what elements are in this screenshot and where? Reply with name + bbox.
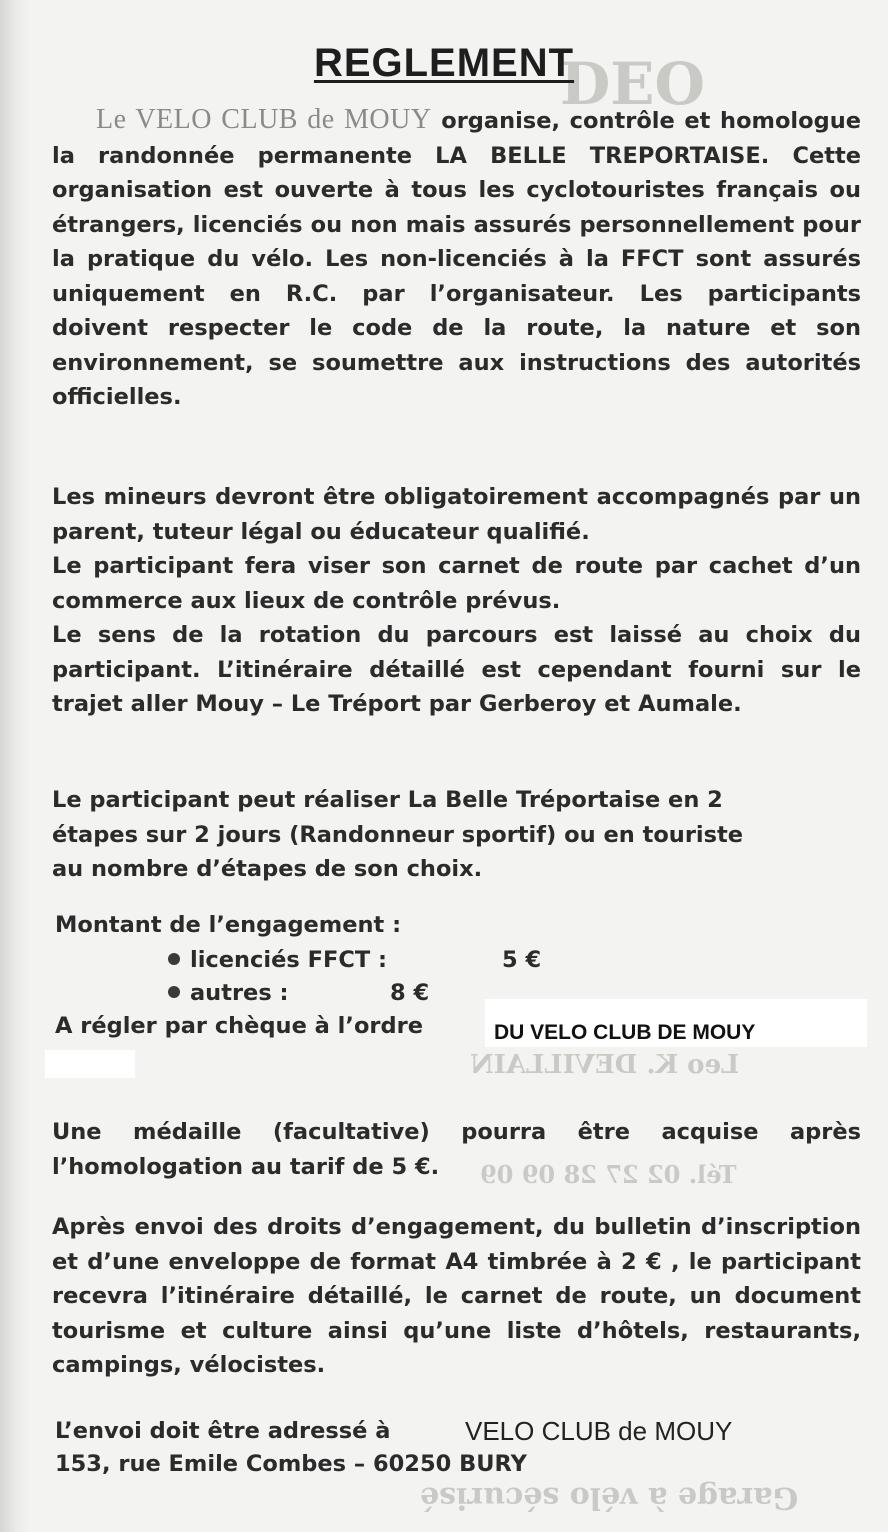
address-lead: L’envoi doit être adressé à	[55, 1418, 391, 1444]
fee-item	[168, 980, 289, 1006]
stages-line: au nombre d’étapes de son choix.	[52, 856, 483, 882]
fee-label: autres :	[190, 980, 289, 1006]
bullet-icon	[168, 986, 180, 998]
stages-line: Le participant peut réaliser La Belle Tréportaise en 2	[52, 787, 723, 813]
show-through-text: Tél. 02 27 28 09 09	[480, 1160, 737, 1189]
correction-patch	[45, 1050, 135, 1078]
fee-amount: 8 €	[390, 980, 430, 1006]
rule-direction: Le sens de la rotation du parcours est laissé au choix du participant. L’itinéraire détaillé est cependant fourni sur le trajet aller Mouy – Le Tréport par Gerberoy et Aumale.	[52, 622, 861, 717]
rule-stamps: Le participant fera viser son carnet de route par cachet d’un commerce aux lieux de contrôle prévus.	[52, 553, 861, 614]
show-through-text: Leo K. DEVILLAIN	[470, 1050, 740, 1080]
club-name: Le VELO CLUB de MOUY	[96, 104, 432, 135]
rule-minors: Les mineurs devront être obligatoirement accompagnés par un parent, tuteur légal ou éducateur qualifié.	[52, 484, 861, 545]
show-through-text: Garage à vélo sécurisé	[420, 1480, 799, 1515]
page-title: REGLEMENT	[313, 40, 575, 85]
fee-amount: 5 €	[502, 947, 542, 973]
shipping-paragraph: Après envoi des droits d’engagement, du bulletin d’inscription et d’une enveloppe de format A4 timbrée à 2 € , le participant recevra l’itinéraire détaillé, le carnet de route, un document tourisme et culture ainsi qu’une liste d’hôtels, restaurants, campings, vélocistes.	[52, 1214, 861, 1378]
fee-item	[168, 947, 387, 973]
stages-line: étapes sur 2 jours (Randonneur sportif) ou en touriste	[52, 821, 744, 848]
show-through-text: DEO	[560, 50, 706, 118]
intro-text: organise, contrôle et homologue la randonnée permanente LA BELLE TREPORTAISE. Cette organisation est ouverte à tous les cyclotouristes français ou étrangers, licenciés ou non mais assurés personnellement pour la pratique du vélo. Les non-licenciés à la FFCT sont assurés uniquement en R.C. par l’organisateur. Les participants doivent respecter le code de la route, la nature et son environnement, se soumettre aux instructions des autorités officielles.	[52, 108, 861, 410]
medal-paragraph: Une médaille (facultative) pourra être acquise après l’homologation au tarif de 5 €.	[52, 1119, 861, 1180]
street-address: 153, rue Emile Combes – 60250 BURY	[55, 1451, 527, 1477]
scan-edge	[0, 0, 30, 1532]
bullet-icon	[168, 953, 180, 965]
recipient-name: VELO CLUB de MOUY	[465, 1416, 733, 1446]
intro-paragraph	[52, 103, 861, 415]
stages-paragraph	[52, 783, 861, 887]
payment-text: A régler par chèque à l’ordre	[55, 1013, 423, 1039]
payee-name: DU VELO CLUB DE MOUY	[494, 1021, 756, 1044]
fee-label: licenciés FFCT :	[190, 947, 388, 973]
fees-heading: Montant de l’engagement :	[55, 912, 402, 938]
